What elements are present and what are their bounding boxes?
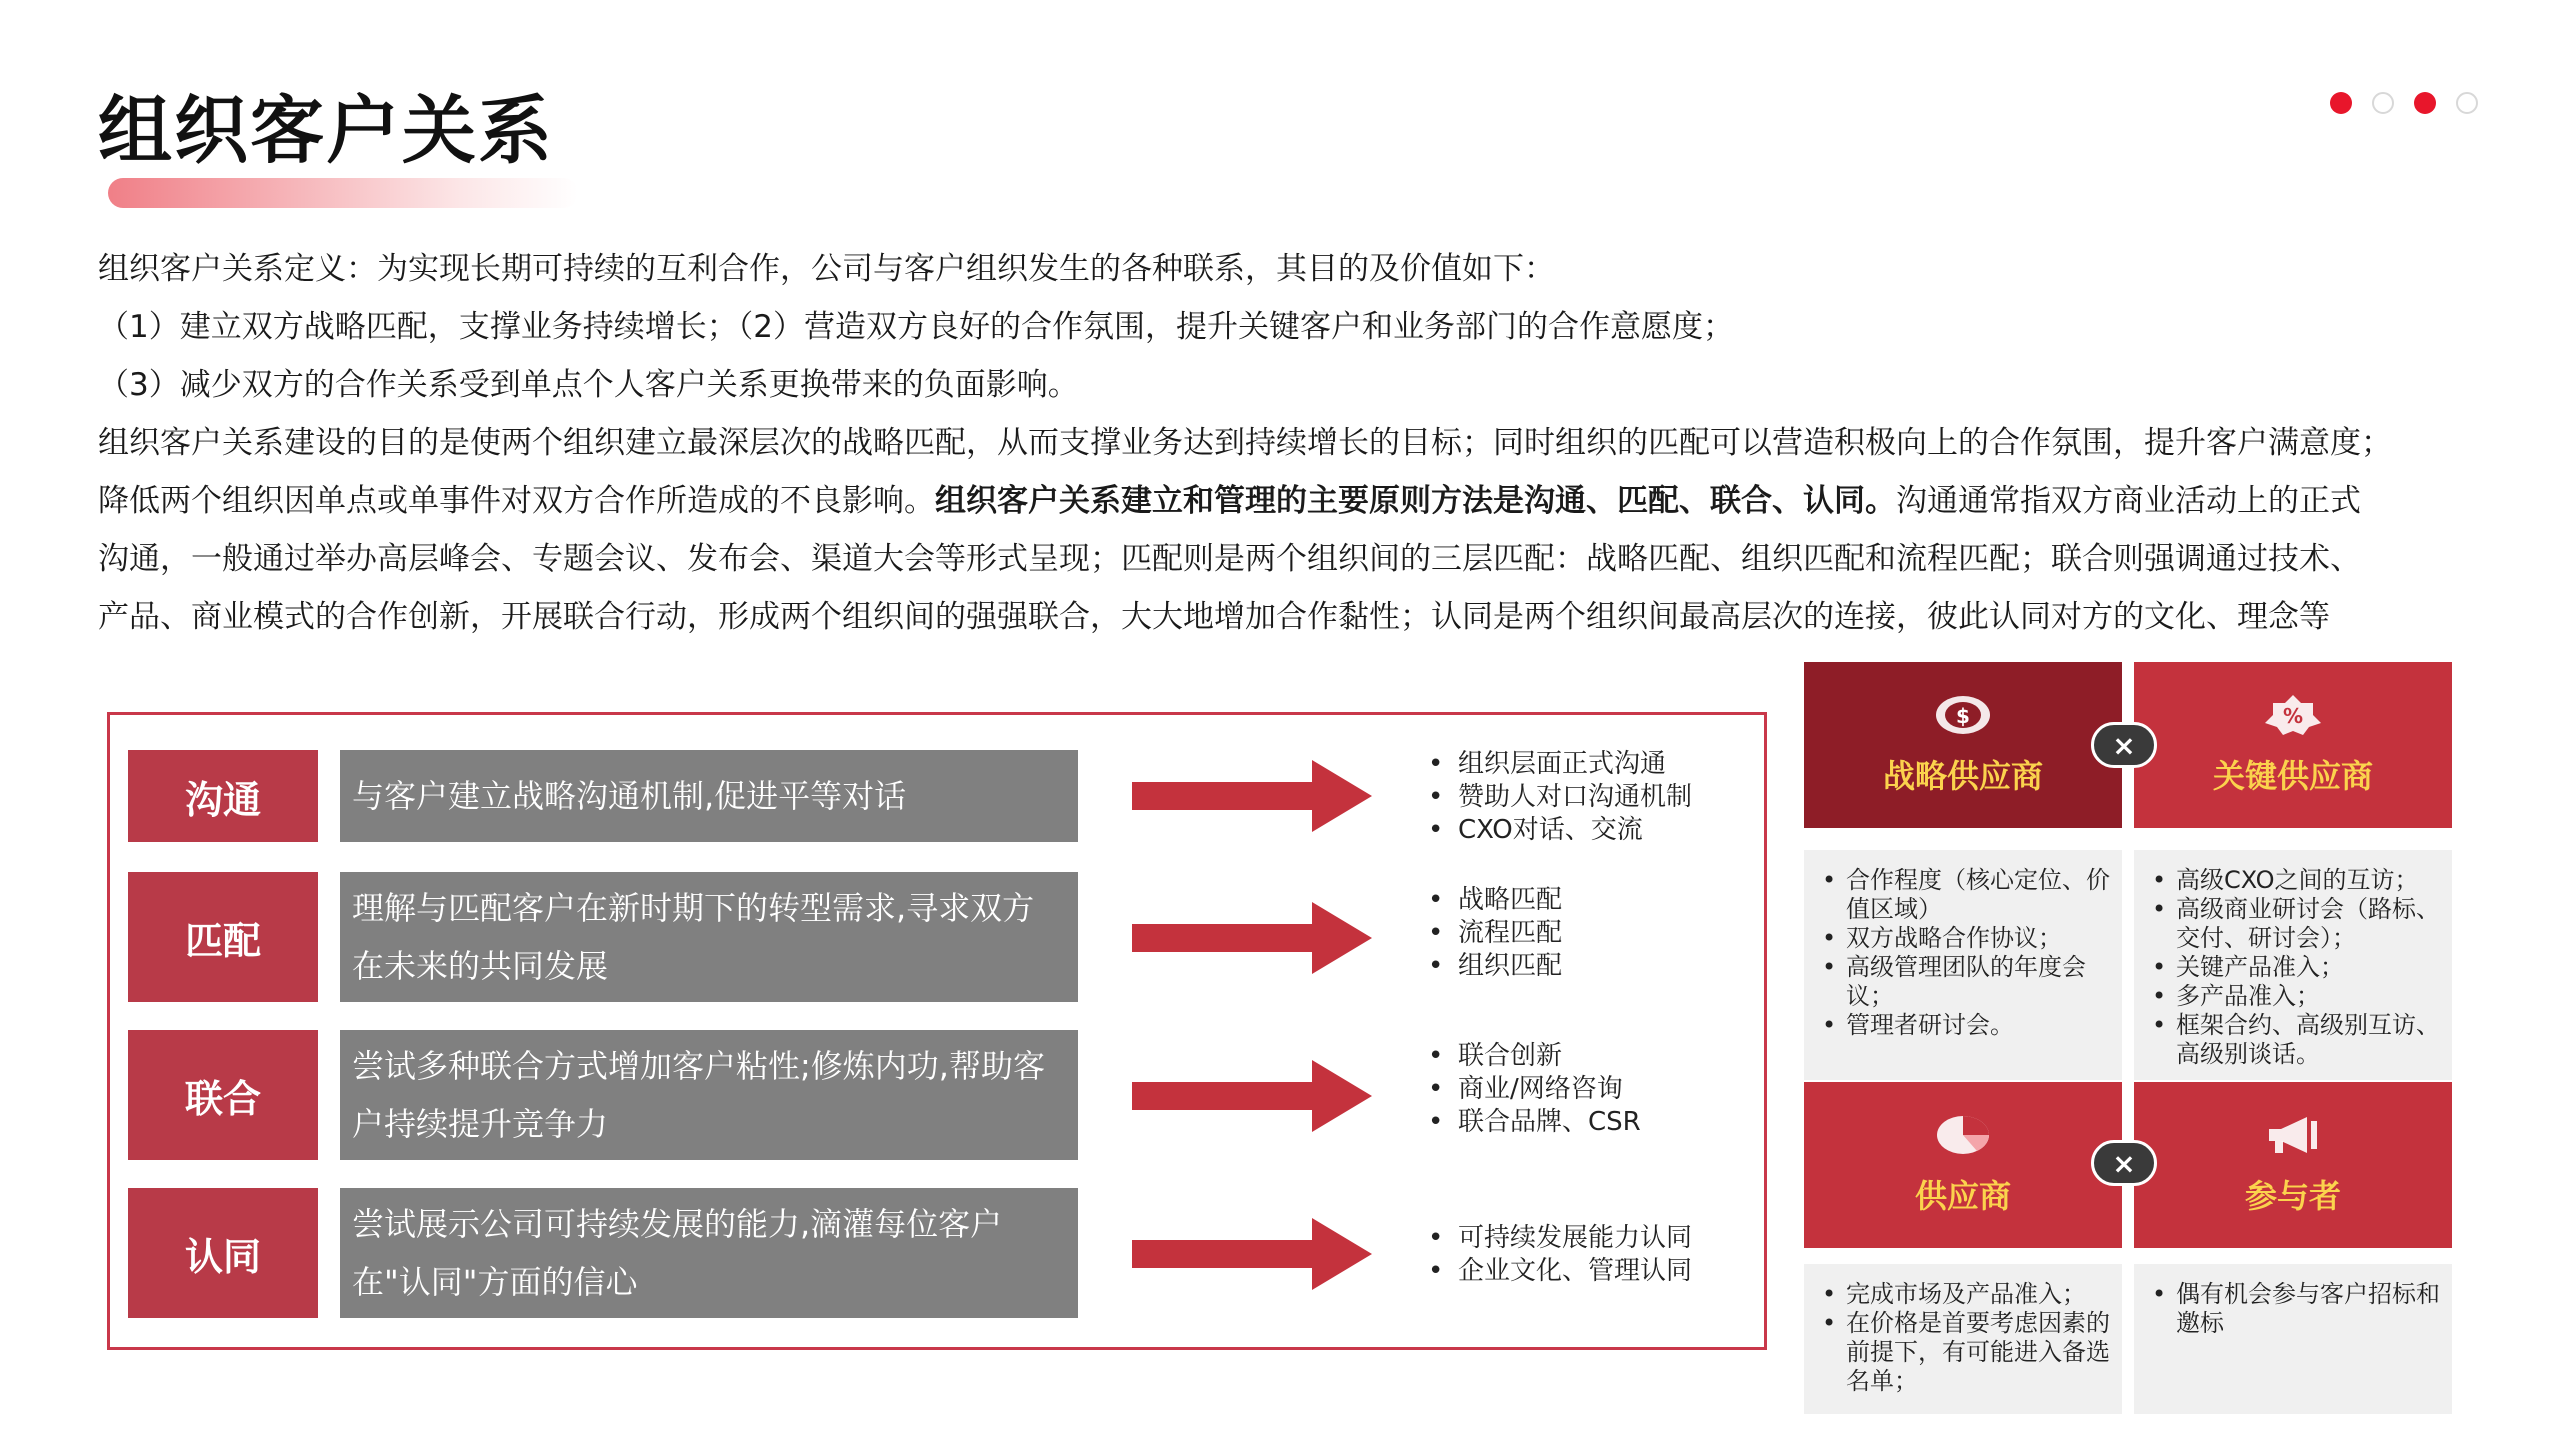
intro-line: （3）减少双方的合作关系受到单点个人客户关系更换带来的负面影响。: [98, 367, 1079, 403]
list-item: • 完成市场及产品准入；: [1818, 1280, 2112, 1309]
tile-key-supplier: [2134, 662, 2452, 828]
panel-strategic-supplier: [1804, 850, 2122, 1080]
megaphone-icon: [2263, 1113, 2323, 1157]
list-item: • 多产品准入；: [2148, 982, 2442, 1011]
panel-participant: [2134, 1264, 2452, 1414]
list-item: • 赞助人对口沟通机制: [1428, 781, 1692, 814]
cross-connector: ×: [2091, 722, 2157, 768]
intro-line: （1）建立双方战略匹配，支撑业务持续增长；（2）营造双方良好的合作氛围，提升关键客户和业务部门的合作意愿度；: [98, 309, 1734, 345]
arrow-right-icon: [1132, 760, 1372, 832]
arrow-right-icon: [1132, 902, 1372, 974]
principle-bullets-unite: [1428, 1040, 1641, 1139]
principle-bullets-match: [1428, 884, 1562, 983]
list-item: • 战略匹配: [1428, 884, 1562, 917]
list-item: • 组织匹配: [1428, 950, 1562, 983]
list-item: • 偶有机会参与客户招标和邀标: [2148, 1280, 2442, 1338]
intro-text-span: 降低两个组织因单点或单事件对双方合作所造成的不良影响。: [98, 483, 935, 519]
percent-badge-icon: [2263, 693, 2323, 737]
pager-dot-3[interactable]: [2414, 92, 2436, 114]
list-item: • 关键产品准入；: [2148, 953, 2442, 982]
arrow-right-icon: [1132, 1060, 1372, 1132]
tile-supplier: [1804, 1082, 2122, 1248]
list-item: • 组织层面正式沟通: [1428, 748, 1692, 781]
principle-bullets-identify: [1428, 1222, 1692, 1288]
list-item: • 可持续发展能力认同: [1428, 1222, 1692, 1255]
tile-name: 供应商: [1914, 1177, 2011, 1215]
list-item: • 双方战略合作协议；: [1818, 924, 2112, 953]
title-underline-decoration: [108, 178, 578, 208]
list-item: • 框架合约、高级别互访、高级别谈话。: [2148, 1011, 2442, 1069]
intro-line: 组织客户关系定义：为实现长期可持续的互利合作，公司与客户组织发生的各种联系，其目的及价值如下：: [98, 251, 1555, 287]
list-item: • 高级管理团队的年度会议；: [1818, 953, 2112, 1011]
principle-bullets-communicate: [1428, 748, 1692, 847]
intro-line: 产品、商业模式的合作创新，开展联合行动，形成两个组织间的强强联合，大大地增加合作黏性；认同是两个组织间最高层次的连接，彼此认同对方的文化、理念等: [98, 599, 2330, 635]
principle-label-unite: 联合: [128, 1030, 318, 1160]
list-item: • 管理者研讨会。: [1818, 1011, 2112, 1040]
principle-desc-communicate: 与客户建立战略沟通机制,促进平等对话: [340, 750, 1078, 842]
cross-connector: ×: [2091, 1140, 2157, 1186]
list-item: • 在价格是首要考虑因素的前提下，有可能进入备选名单；: [1818, 1309, 2112, 1396]
tile-strategic-supplier: [1804, 662, 2122, 828]
list-item: • 合作程度（核心定位、价值区域）: [1818, 866, 2112, 924]
svg-text:%: %: [2282, 704, 2304, 728]
principle-desc-match: 理解与匹配客户在新时期下的转型需求,寻求双方在未来的共同发展: [340, 872, 1078, 1002]
list-item: • 高级CXO之间的互访；: [2148, 866, 2442, 895]
pie-chart-icon: [1933, 1113, 1993, 1157]
principle-desc-identify: 尝试展示公司可持续发展的能力,滴灌每位客户在"认同"方面的信心: [340, 1188, 1078, 1318]
principle-label-communicate: 沟通: [128, 750, 318, 842]
principle-label-match: 匹配: [128, 872, 318, 1002]
principle-desc-unite: 尝试多种联合方式增加客户粘性;修炼内功,帮助客户持续提升竞争力: [340, 1030, 1078, 1160]
tile-name: 战略供应商: [1882, 757, 2043, 795]
arrow-right-icon: [1132, 1218, 1372, 1290]
intro-text: [98, 240, 2528, 646]
list-item: • 企业文化、管理认同: [1428, 1255, 1692, 1288]
tile-name: 关键供应商: [2212, 757, 2373, 795]
dollar-coin-icon: [1933, 693, 1993, 737]
pager-dot-1[interactable]: [2330, 92, 2352, 114]
intro-line: 沟通，一般通过举办高层峰会、专题会议、发布会、渠道大会等形式呈现；匹配则是两个组织间的三层匹配：战略匹配、组织匹配和流程匹配；联合则强调通过技术、: [98, 541, 2361, 577]
panel-supplier: [1804, 1264, 2122, 1414]
list-item: • 联合创新: [1428, 1040, 1641, 1073]
intro-line: [98, 472, 2528, 530]
slide-pager: [2330, 92, 2478, 114]
pager-dot-4[interactable]: [2456, 92, 2478, 114]
panel-key-supplier: [2134, 850, 2452, 1080]
principle-label-identify: 认同: [128, 1188, 318, 1318]
list-item: • 高级商业研讨会（路标、交付、研讨会）；: [2148, 895, 2442, 953]
list-item: • 联合品牌、CSR: [1428, 1106, 1641, 1139]
tile-name: 参与者: [2244, 1177, 2341, 1215]
tile-participant: [2134, 1082, 2452, 1248]
list-item: • CXO对话、交流: [1428, 814, 1692, 847]
intro-text-span: 沟通通常指双方商业活动上的正式: [1896, 483, 2361, 519]
list-item: • 流程匹配: [1428, 917, 1562, 950]
pager-dot-2[interactable]: [2372, 92, 2394, 114]
intro-line: 组织客户关系建设的目的是使两个组织建立最深层次的战略匹配，从而支撑业务达到持续增长的目标；同时组织的匹配可以营造积极向上的合作氛围，提升客户满意度；: [98, 425, 2392, 461]
page-title: 组织客户关系: [98, 88, 554, 174]
svg-text:$: $: [1956, 704, 1970, 728]
intro-bold-principle: 组织客户关系建立和管理的主要原则方法是沟通、匹配、联合、认同。: [935, 483, 1896, 519]
list-item: • 商业/网络咨询: [1428, 1073, 1641, 1106]
